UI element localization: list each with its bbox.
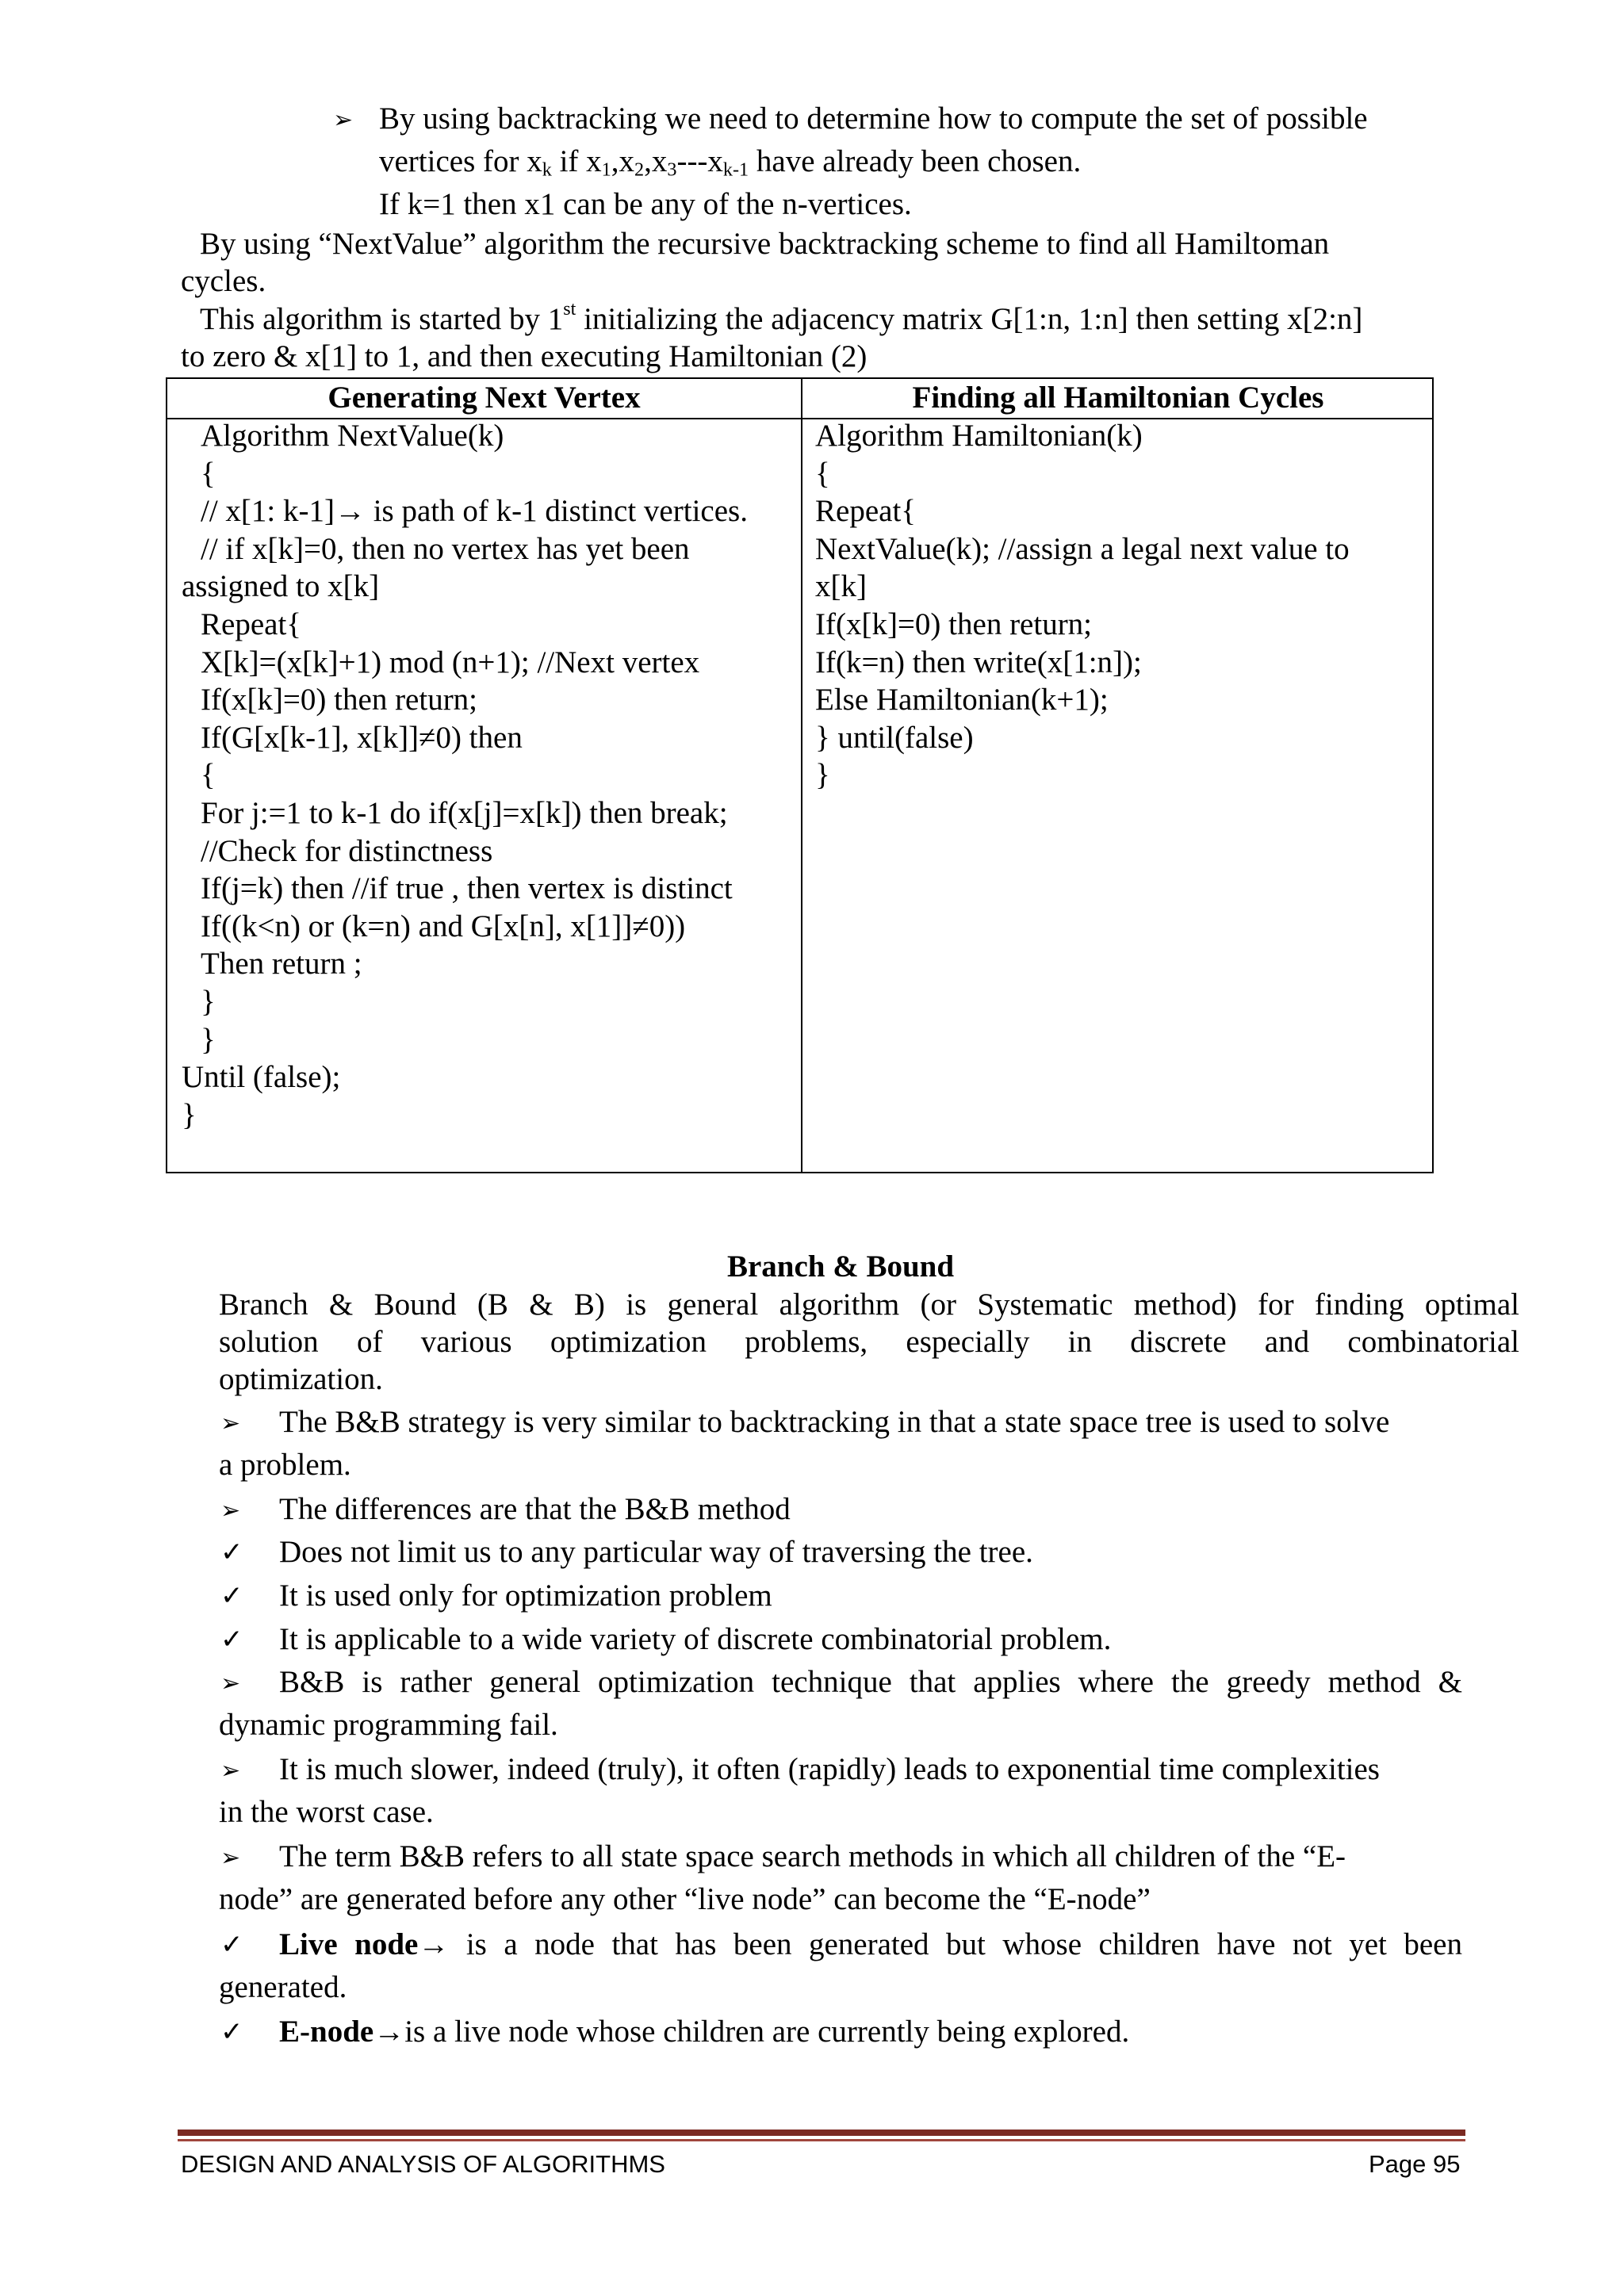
branch-and-bound-heading: Branch & Bound	[726, 1249, 955, 1284]
code-line: Algorithm Hamiltonian(k)	[815, 419, 1143, 453]
code-line: }	[815, 758, 830, 793]
code-line: {	[815, 456, 830, 491]
code-line: If((k<n) or (k=n) and G[x[n], x[1]]≠0))	[201, 909, 686, 943]
footer-course-title: DESIGN AND ANALYSIS OF ALGORITHMS	[181, 2150, 665, 2178]
code-line: NextValue(k); //assign a legal next value to	[815, 531, 1350, 566]
arrow-bullet-icon: ➢	[220, 1670, 241, 1697]
bnb-term: E-node→	[279, 2015, 405, 2049]
bnb-bullet-continuation: dynamic programming fail.	[219, 1708, 558, 1742]
code-line: X[k]=(x[k]+1) mod (n+1); //Next vertex	[201, 645, 700, 679]
code-line: // x[1: k-1]→ is path of k-1 distinct vertices.	[201, 494, 748, 529]
code-line: }	[201, 1022, 216, 1057]
bnb-paragraph-line-2: solution of various optimization problems, especially in discrete and combinatorial	[219, 1325, 1519, 1359]
bnb-bullet-continuation: generated.	[219, 1970, 347, 2004]
bnb-bullet-item	[279, 1405, 1389, 1441]
code-line: Then return ;	[201, 947, 362, 982]
arrow-bullet-icon: ➢	[220, 1844, 241, 1872]
code-line: If(G[x[k-1], x[k]]≠0) then	[201, 720, 523, 755]
arrow-bullet-icon: ➢	[220, 1757, 241, 1785]
arrow-bullet-icon: ➢	[333, 106, 354, 134]
code-line: Repeat{	[201, 607, 301, 641]
algorithm-table	[166, 377, 1434, 1173]
intro-paragraph-2-line-1: This algorithm is started by 1st initializing the adjacency matrix G[1:n, 1:n] then setting x[2:n]	[200, 297, 1363, 336]
bnb-term: Live node→	[279, 1927, 450, 1961]
bnb-paragraph-line-1: Branch & Bound (B & B) is general algorithm (or Systematic method) for finding optimal	[219, 1288, 1519, 1322]
bnb-bullet-text: The term B&B refers to all state space search methods in which all children of the “E-	[279, 1839, 1346, 1873]
checkmark-icon: ✓	[220, 1580, 243, 1612]
bnb-bullet-item	[279, 1578, 772, 1614]
intro-bullet-line-1: By using backtracking we need to determine how to compute the set of possible	[379, 101, 1368, 136]
code-line: assigned to x[k]	[182, 569, 380, 604]
table-column-divider	[801, 379, 802, 1172]
code-line: }	[201, 985, 216, 1019]
checkmark-icon: ✓	[220, 1624, 243, 1655]
footer-rule-thick	[178, 2130, 1465, 2136]
code-line: Until (false);	[182, 1060, 341, 1095]
bnb-bullet-item	[279, 2015, 1129, 2050]
code-line: // if x[k]=0, then no vertex has yet been	[201, 531, 690, 566]
bnb-bullet-text: It is much slower, indeed (truly), it often (rapidly) leads to exponential time complexities	[279, 1752, 1380, 1786]
code-line: //Check for distinctness	[201, 833, 493, 868]
bnb-bullet-continuation: node” are generated before any other “live node” can become the “E-node”	[219, 1882, 1151, 1916]
intro-bullet-line-3: If k=1 then x1 can be any of the n-vertices.	[379, 187, 912, 221]
bnb-paragraph-line-3: optimization.	[219, 1362, 383, 1396]
bnb-bullet-item	[279, 1839, 1346, 1875]
code-line: If(j=k) then //if true , then vertex is distinct	[201, 871, 733, 906]
code-line: If(x[k]=0) then return;	[201, 683, 478, 718]
arrow-bullet-icon: ➢	[220, 1410, 241, 1437]
intro-paragraph-1-line-1: By using “NextValue” algorithm the recursive backtracking scheme to find all Hamiltoman	[200, 227, 1330, 261]
bnb-bullet-text: is a node that has been generated but whose children have not yet been	[449, 1927, 1462, 1961]
bnb-bullet-item	[279, 1535, 1033, 1571]
bnb-bullet-item	[279, 1665, 1462, 1701]
bnb-bullet-item	[279, 1622, 1111, 1658]
code-line: Algorithm NextValue(k)	[201, 419, 504, 453]
table-header-finding-hamiltonian-cycles: Finding all Hamiltonian Cycles	[912, 381, 1324, 415]
intro-paragraph-1-line-2: cycles.	[181, 264, 266, 298]
bnb-bullet-continuation: in the worst case.	[219, 1795, 434, 1829]
code-line: For j:=1 to k-1 do if(x[j]=x[k]) then break;	[201, 796, 728, 830]
checkmark-icon: ✓	[220, 1536, 243, 1568]
bnb-bullet-text: The B&B strategy is very similar to backtracking in that a state space tree is used to solve	[279, 1405, 1390, 1439]
bnb-bullet-item	[279, 1752, 1380, 1788]
intro-paragraph-2-line-2: to zero & x[1] to 1, and then executing Hamiltonian (2)	[181, 339, 868, 373]
code-line: {	[201, 758, 216, 793]
bnb-bullet-text: Does not limit us to any particular way of traversing the tree.	[279, 1535, 1033, 1569]
footer-page-number: Page 95	[1369, 2150, 1461, 2178]
checkmark-icon: ✓	[220, 1929, 243, 1961]
code-line: }	[182, 1097, 197, 1132]
bnb-bullet-continuation: a problem.	[219, 1448, 351, 1482]
bnb-bullet-text: It is used only for optimization problem	[279, 1578, 772, 1613]
checkmark-icon: ✓	[220, 2016, 243, 2048]
code-line: If(k=n) then write(x[1:n]);	[815, 645, 1142, 679]
code-line: } until(false)	[815, 720, 974, 755]
footer-rule-thin	[178, 2139, 1465, 2141]
code-line: Repeat{	[815, 494, 916, 529]
code-line: x[k]	[815, 569, 867, 604]
intro-bullet-line-2: vertices for $x_k$ if $x_1,x_2,x_3---x_{k-1}$ have already been chosen.	[379, 144, 1082, 181]
bnb-bullet-text: is a live node whose children are currently being explored.	[404, 2015, 1130, 2049]
table-header-generating-next-vertex: Generating Next Vertex	[327, 381, 641, 415]
bnb-bullet-item	[279, 1927, 1462, 1963]
code-line: Else Hamiltonian(k+1);	[815, 683, 1109, 718]
code-line: {	[201, 456, 216, 491]
bnb-bullet-text: B&B is rather general optimization technique that applies where the greedy method &	[279, 1665, 1462, 1699]
bnb-bullet-text: It is applicable to a wide variety of discrete combinatorial problem.	[279, 1622, 1112, 1656]
arrow-bullet-icon: ➢	[220, 1497, 241, 1525]
bnb-bullet-item	[279, 1492, 791, 1528]
code-line: If(x[k]=0) then return;	[815, 607, 1093, 641]
bnb-bullet-text: The differences are that the B&B method	[279, 1492, 791, 1526]
